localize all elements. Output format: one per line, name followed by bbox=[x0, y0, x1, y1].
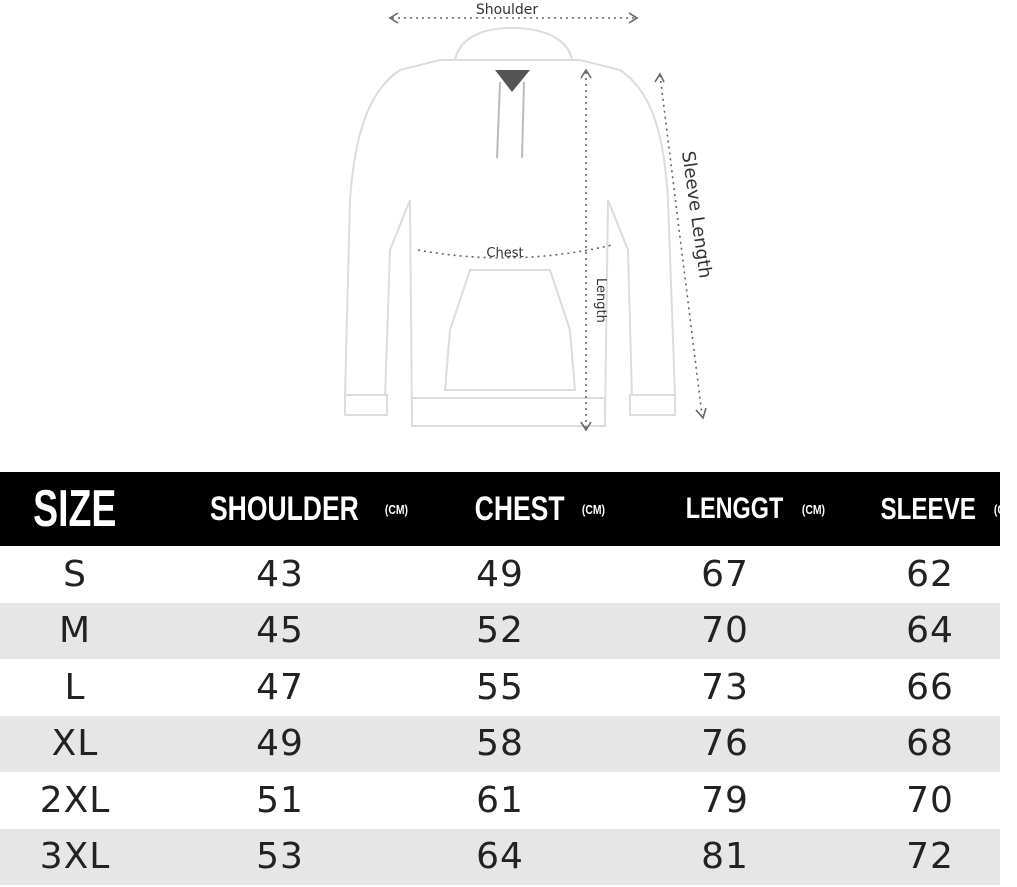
header-size bbox=[0, 472, 150, 546]
sleeve-cell: 64 bbox=[906, 610, 954, 652]
size-cell: L bbox=[64, 666, 86, 708]
size-cell: 2XL bbox=[39, 779, 111, 821]
chest-cell: 61 bbox=[476, 779, 524, 821]
size-chart-table bbox=[0, 472, 1017, 885]
chest-cell: 49 bbox=[476, 553, 524, 595]
shoulder-cell: 49 bbox=[256, 723, 304, 765]
chest-label: Chest bbox=[486, 246, 524, 261]
header-length bbox=[640, 472, 860, 546]
header-chest-label: CHEST bbox=[474, 489, 565, 528]
shoulder-cell: 43 bbox=[256, 553, 304, 595]
chest-cell: 58 bbox=[476, 723, 524, 765]
chest-cell: 55 bbox=[476, 666, 524, 708]
size-cell: 3XL bbox=[39, 836, 111, 878]
shoulder-cell: 45 bbox=[256, 610, 304, 652]
table-row bbox=[0, 829, 1000, 886]
table-row bbox=[0, 772, 1000, 829]
length-cell: 67 bbox=[701, 553, 749, 595]
table-row bbox=[0, 546, 1000, 603]
header-shoulder-unit: (CM) bbox=[384, 501, 408, 517]
shoulder-cell: 47 bbox=[256, 666, 304, 708]
shoulder-cell: 53 bbox=[256, 836, 304, 878]
header-size-label: SIZE bbox=[33, 480, 117, 538]
chest-cell: 52 bbox=[476, 610, 524, 652]
header-chest-unit: (CM) bbox=[582, 501, 606, 517]
length-cell: 81 bbox=[701, 836, 749, 878]
size-cell: M bbox=[58, 610, 92, 652]
shoulder-label: Shoulder bbox=[475, 2, 539, 18]
header-chest bbox=[410, 472, 660, 546]
header-length-label: LENGGT bbox=[685, 492, 784, 525]
size-cell: XL bbox=[51, 723, 99, 765]
header-sleeve bbox=[855, 472, 1017, 546]
sleeve-length-label: Sleeve Length bbox=[677, 149, 716, 280]
sleeve-cell: 70 bbox=[906, 779, 954, 821]
length-cell: 70 bbox=[701, 610, 749, 652]
length-cell: 76 bbox=[701, 723, 749, 765]
shoulder-cell: 51 bbox=[256, 779, 304, 821]
sleeve-cell: 68 bbox=[906, 723, 954, 765]
sleeve-cell: 72 bbox=[906, 836, 954, 878]
sleeve-cell: 62 bbox=[906, 553, 954, 595]
chest-cell: 64 bbox=[476, 836, 524, 878]
table-row bbox=[0, 716, 1000, 773]
header-sleeve-label: SLEEVE bbox=[880, 491, 976, 526]
table-row bbox=[0, 659, 1000, 716]
header-shoulder bbox=[160, 472, 440, 546]
table-row bbox=[0, 603, 1000, 660]
header-length-unit: (CM) bbox=[801, 501, 826, 517]
header-shoulder-label: SHOULDER bbox=[210, 489, 359, 528]
sleeve-cell: 66 bbox=[906, 666, 954, 708]
length-label: Length bbox=[593, 278, 608, 323]
table-header bbox=[0, 472, 1017, 546]
length-cell: 79 bbox=[701, 779, 749, 821]
length-cell: 73 bbox=[701, 666, 749, 708]
header-sleeve-unit: (CM) bbox=[994, 501, 1017, 517]
size-cell: S bbox=[63, 553, 87, 595]
